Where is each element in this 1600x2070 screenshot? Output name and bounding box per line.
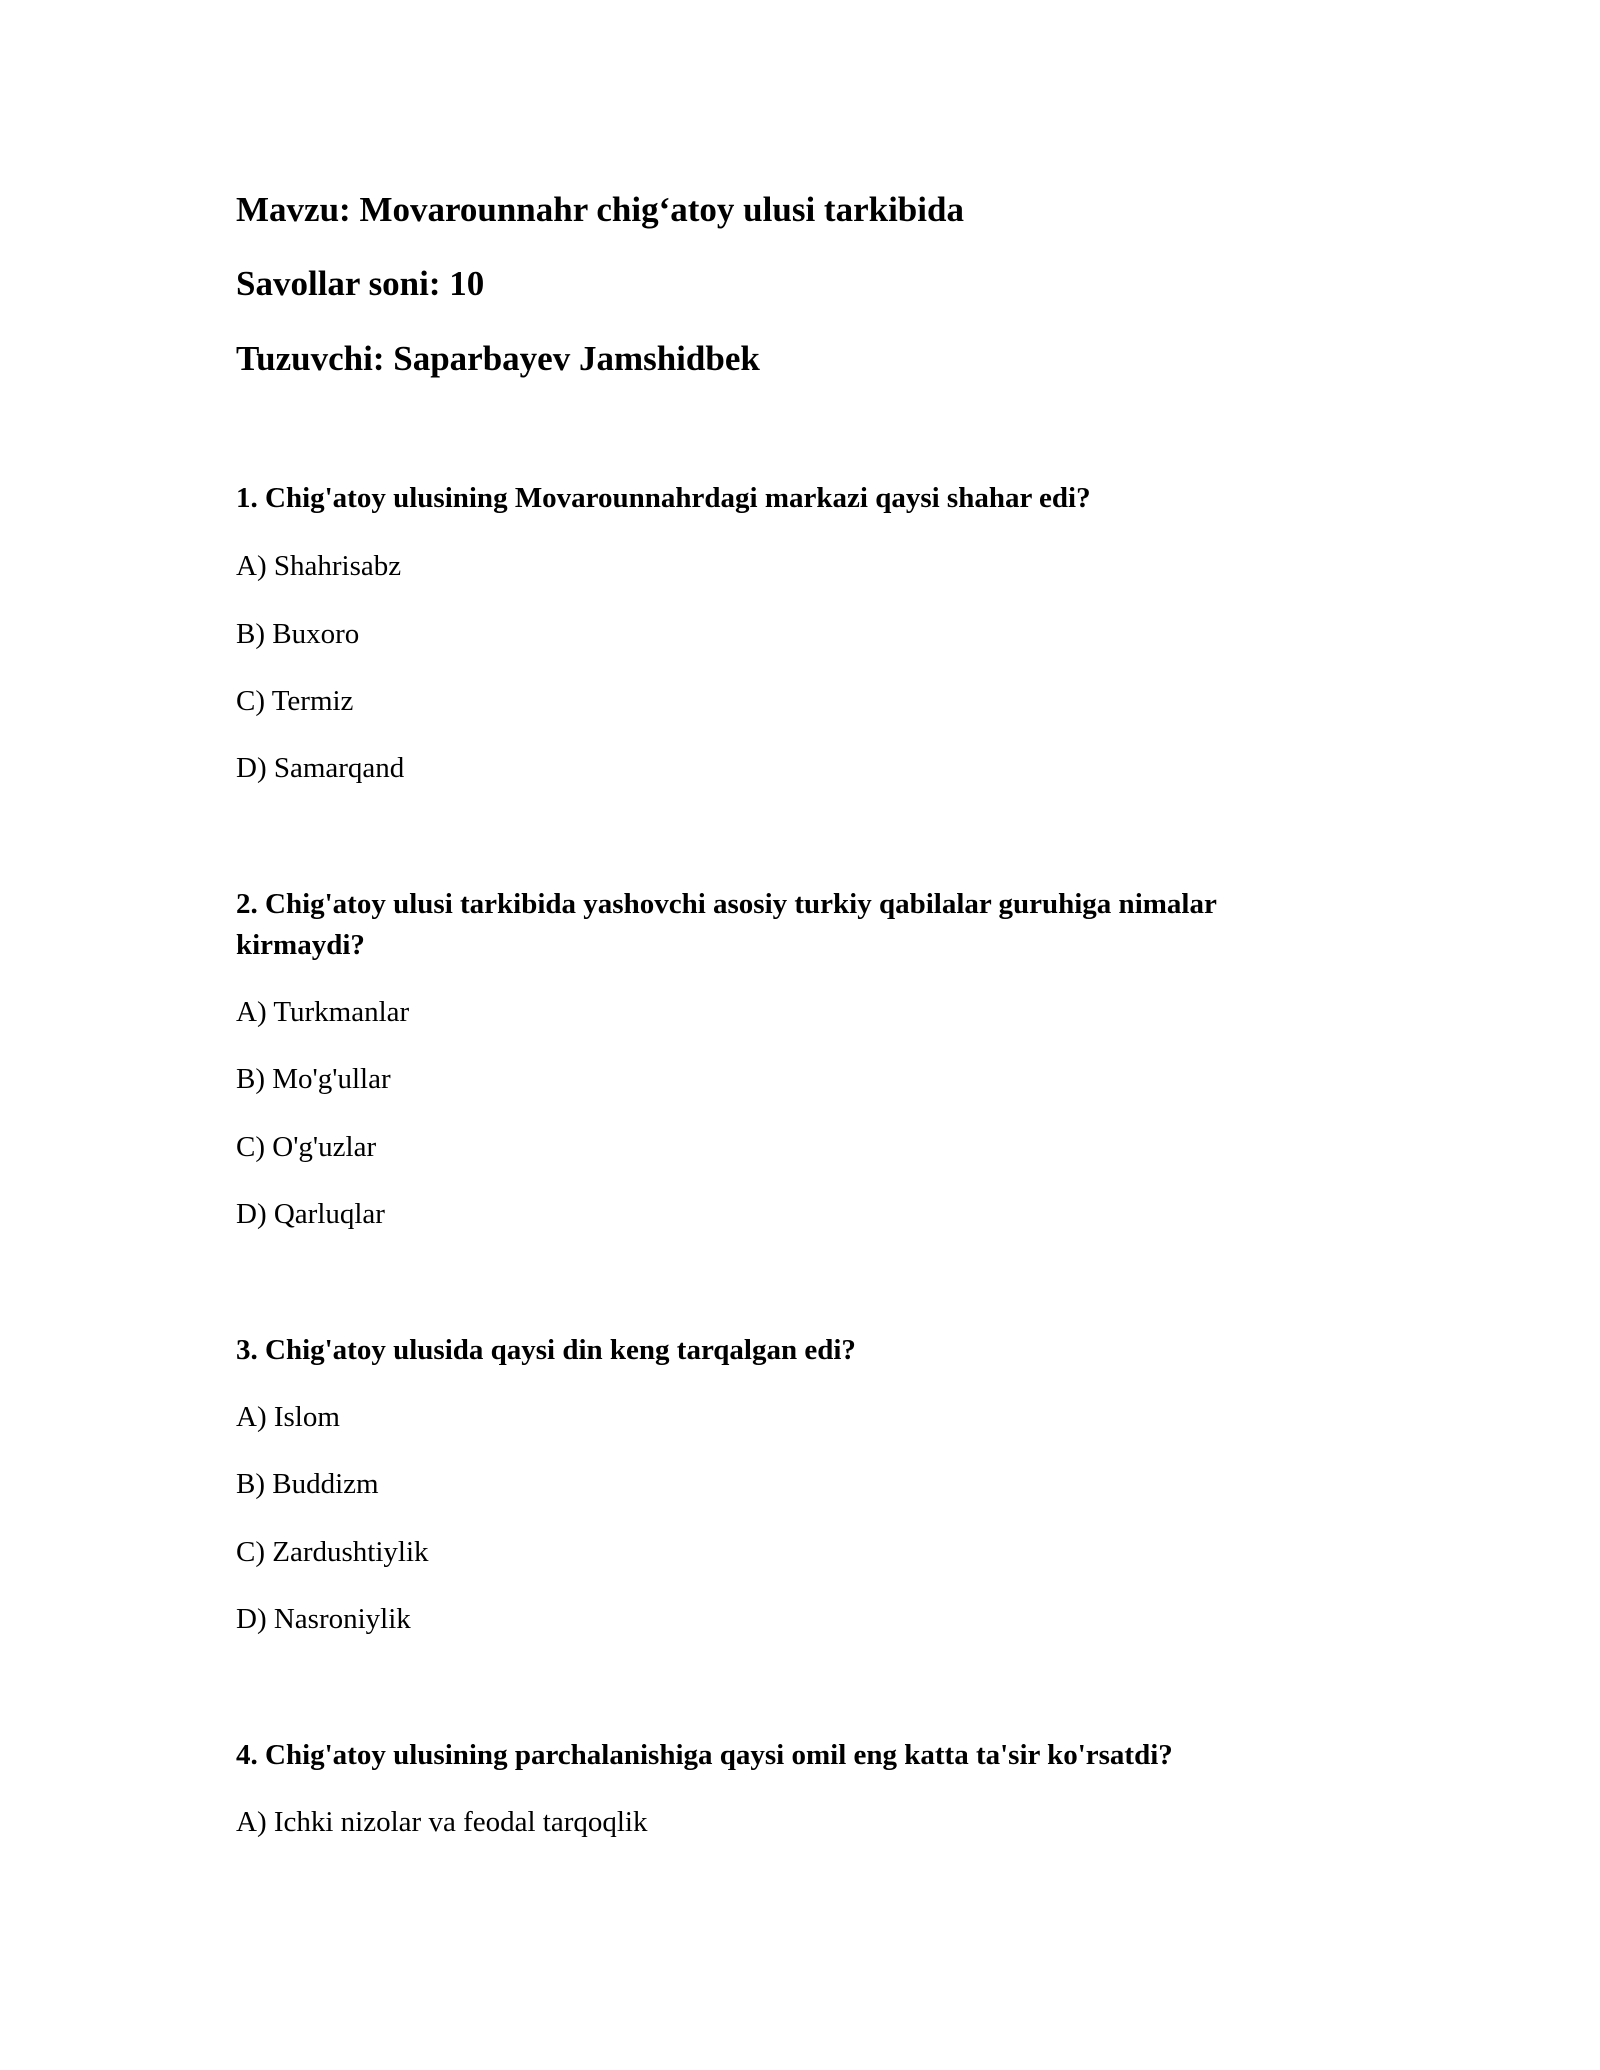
- question-4: 4. Chig'atoy ulusining parchalanishiga qaysi omil eng katta ta'sir ko'rsatdi?: [236, 1739, 1173, 1771]
- question-1-option-b: B) Buxoro: [236, 618, 360, 650]
- question-1-option-c: C) Termiz: [236, 685, 354, 717]
- question-2-option-d: D) Qarluqlar: [236, 1198, 385, 1230]
- question-1-option-d: D) Samarqand: [236, 752, 405, 784]
- question-3-option-d: D) Nasroniylik: [236, 1603, 411, 1635]
- question-1: 1. Chig'atoy ulusining Movarounnahrdagi markazi qaysi shahar edi?: [236, 482, 1091, 514]
- question-3: 3. Chig'atoy ulusida qaysi din keng tarqalgan edi?: [236, 1334, 856, 1366]
- question-2: 2. Chig'atoy ulusi tarkibida yashovchi asosiy turkiy qabilalar guruhiga nimalar kirmaydi?: [236, 888, 1217, 961]
- author-heading: Tuzuvchi: Saparbayev Jamshidbek: [236, 339, 760, 378]
- question-3-option-a: A) Islom: [236, 1401, 340, 1433]
- question-3-option-b: B) Buddizm: [236, 1468, 379, 1500]
- question-1-option-a: A) Shahrisabz: [236, 550, 402, 582]
- question-4-option-a: A) Ichki nizolar va feodal tarqoqlik: [236, 1806, 648, 1838]
- question-2-option-b: B) Mo'g'ullar: [236, 1063, 391, 1095]
- question-count-heading: Savollar soni: 10: [236, 264, 485, 303]
- topic-heading: Mavzu: Movarounnahr chig‘atoy ulusi tarkibida: [236, 190, 964, 229]
- question-2-option-a: A) Turkmanlar: [236, 996, 410, 1028]
- question-3-option-c: C) Zardushtiylik: [236, 1536, 429, 1568]
- question-2-option-c: C) O'g'uzlar: [236, 1131, 377, 1163]
